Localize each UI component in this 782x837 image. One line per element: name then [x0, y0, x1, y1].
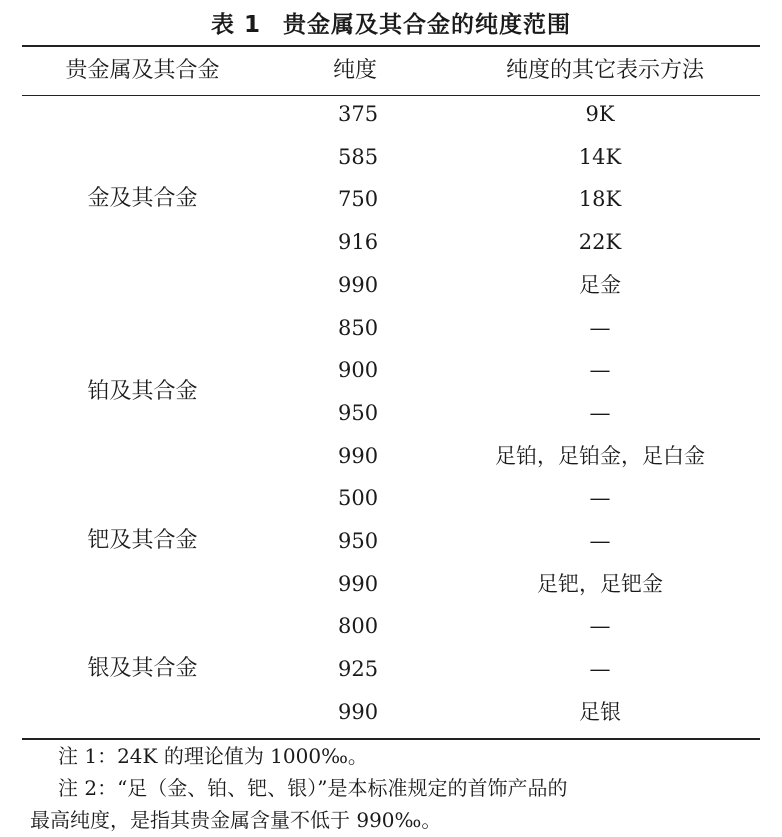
note-2-line-2: 最高纯度，是指其贵金属含量不低于 990‰。: [30, 808, 442, 832]
purity-cell: 990: [338, 443, 379, 468]
other-notation-cell: —: [589, 400, 611, 425]
purity-cell: 990: [338, 699, 379, 724]
table-caption: [0, 6, 782, 39]
purity-cell: 950: [338, 529, 379, 553]
metal-group-label: 银及其合金: [87, 656, 198, 682]
table-number: 表 1: [210, 12, 261, 38]
other-notation-cell: 22K: [578, 230, 622, 255]
metal-group-label: 钯及其合金: [87, 528, 198, 553]
table-top-rule: [22, 45, 760, 47]
header-divider-rule: [22, 95, 760, 96]
other-notation-cell: 足钯，足钯金: [537, 571, 663, 596]
other-notation-cell: 足铂，足铂金，足白金: [495, 443, 705, 468]
other-notation-cell: —: [589, 529, 611, 553]
purity-cell: 916: [338, 230, 379, 255]
other-notation-cell: —: [589, 315, 611, 340]
other-notation-cell: 14K: [578, 144, 622, 169]
other-notation-cell: 足金: [579, 272, 621, 297]
note-1: 注 1：24K 的理论值为 1000‰。: [58, 744, 368, 768]
purity-cell: 950: [338, 400, 379, 425]
purity-cell: 585: [338, 144, 379, 169]
other-notation-cell: —: [589, 657, 611, 682]
header-purity: 纯度: [332, 58, 377, 83]
other-notation-cell: —: [589, 358, 611, 383]
other-notation-cell: 足银: [579, 699, 621, 724]
header-other-notation: 纯度的其它表示方法: [505, 58, 704, 83]
purity-cell: 990: [338, 272, 379, 297]
purity-cell: 990: [338, 571, 379, 596]
metal-group-label: 铂及其合金: [87, 378, 198, 404]
purity-cell: 900: [338, 358, 379, 383]
purity-cell: 500: [338, 486, 379, 511]
other-notation-cell: —: [589, 486, 611, 511]
purity-cell: 850: [338, 315, 379, 340]
other-notation-cell: —: [589, 614, 611, 639]
purity-cell: 375: [338, 102, 379, 126]
table-title: 贵金属及其合金的纯度范围: [283, 12, 571, 38]
other-notation-cell: 9K: [585, 102, 615, 126]
note-2-line-1: 注 2：“足（金、铂、钯、银）”是本标准规定的首饰产品的: [58, 776, 568, 800]
other-notation-cell: 18K: [578, 187, 622, 212]
purity-cell: 800: [338, 614, 379, 639]
purity-cell: 750: [338, 187, 379, 212]
purity-cell: 925: [338, 657, 379, 682]
header-metal: 贵金属及其合金: [65, 58, 220, 83]
metal-group-label: 金及其合金: [87, 186, 198, 212]
